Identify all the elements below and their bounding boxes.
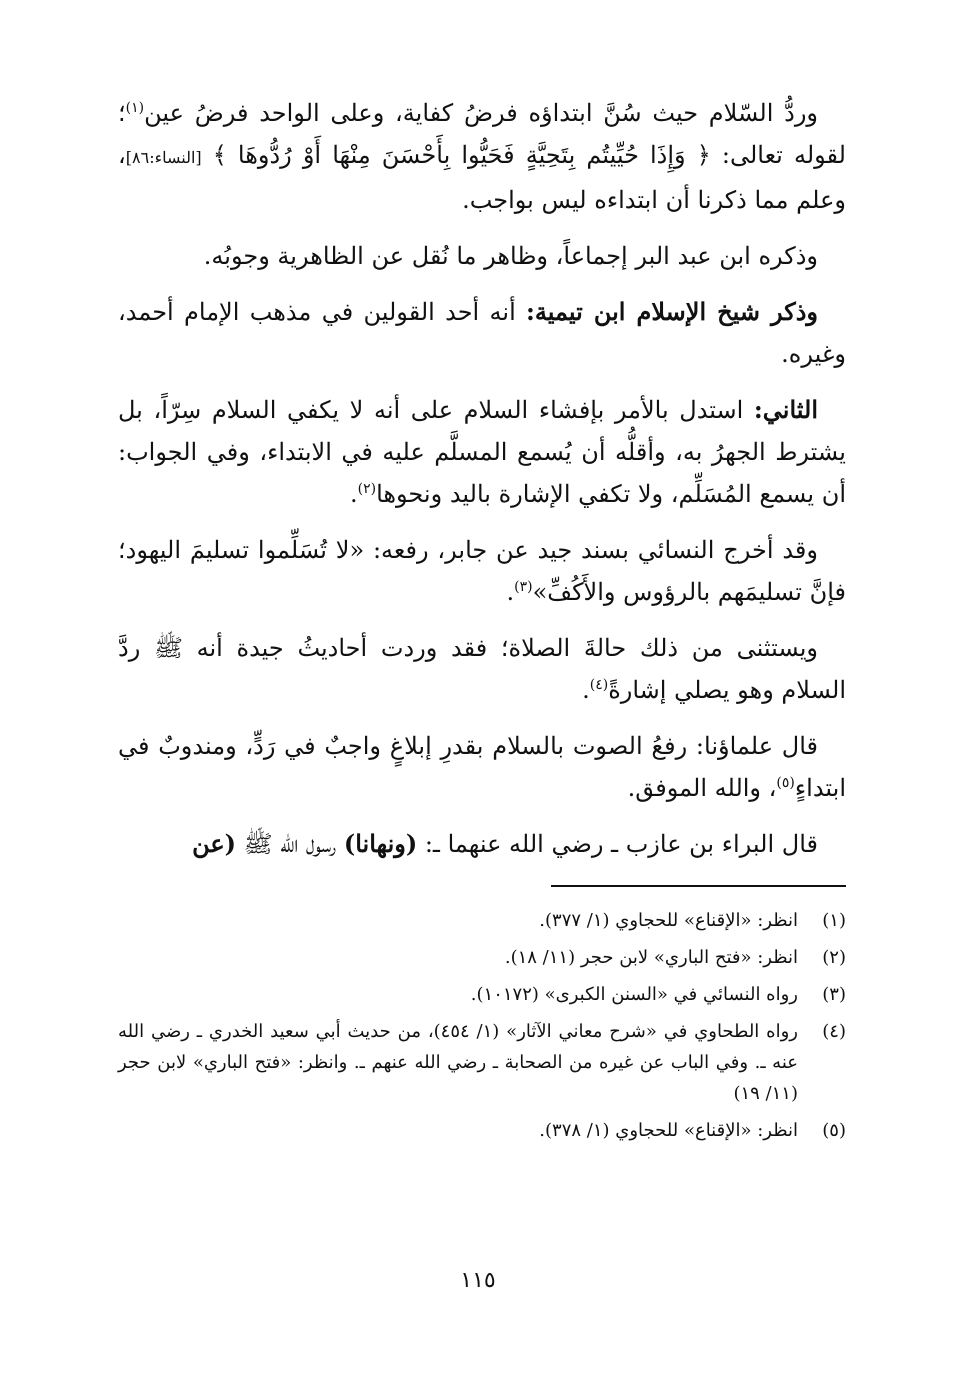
paragraph-1 [118,92,846,221]
footnote-4 [118,1016,846,1109]
footnote-number: (٤) [822,1021,846,1042]
text: . [506,578,515,606]
text: . [582,676,590,704]
footnote-ref-3: (٣) [514,579,533,595]
paragraph-5 [118,529,846,613]
paragraph-7 [118,725,846,809]
text: استدل بالأمر بإفشاء السلام على أنه لا يكفي السلام سِرّاً، بل يشترط الجهرُ به، وأقلُّه أن يُسمع المسلَّم عليه في الابتداء، وفي الجواب: أن يسمع المُسَلِّم، ولا تكفي الإشارة باليد ونحوها [118,396,846,508]
footnotes [118,905,846,1146]
bold-phrase: (عن [192,829,237,858]
footnote-1 [118,905,846,936]
text: وذكره ابن عبد البر إجماعاً، وظاهر ما نُقل عن الظاهرية وجوبُه. [203,242,818,270]
quran-reference: [النساء:٨٦] [125,148,202,167]
main-text [118,92,846,865]
bold-lead: وذكر شيخ الإسلام ابن تيمية: [526,297,818,326]
footnote-number: (٢) [822,947,846,968]
page-number: ١١٥ [460,1268,496,1293]
text: ؛ لقوله تعالى: ﴿ وَإِذَا حُيِّيتُم بِتَحِيَّةٍ فَحَيُّوا بِأَحْسَنَ مِنْهَا أَوْ رُدُّوهَا ﴾ [118,99,846,169]
footnote-3 [118,979,846,1010]
footnote-ref-5: (٥) [776,775,795,791]
text: وردُّ السّلام حيث سُنَّ ابتداؤه فرضُ كفاية، وعلى الواحد فرضُ عين [144,99,818,127]
paragraph-4 [118,389,846,515]
footnote-number: (٣) [822,984,846,1005]
footnote-text: انظر: «فتح الباري» لابن حجر (١١/ ١٨). [504,947,798,968]
text: أنه أحد القولين في مذهب الإمام أحمد، وغيره. [118,298,846,368]
footnote-text: انظر: «الإقناع» للحجاوي (١/ ٣٧٧). [539,910,798,931]
footnote-text: رواه النسائي في «السنن الكبرى» (١٠١٧٢). [470,984,798,1005]
text: ويستثنى من ذلك حالةَ الصلاة؛ فقد وردت أحاديثُ جيدة أنه ﷺ ردَّ السلام وهو يصلي إشارةً [118,634,846,704]
footnote-2 [118,942,846,973]
paragraph-6 [118,627,846,711]
text: وقد أخرج النسائي بسند جيد عن جابر، رفعه: «لا تُسَلِّموا تسليمَ اليهود؛ فإنَّ تسليمَهم بالرؤوس والأَكُفِّ» [118,536,846,606]
text: ، والله الموفق. [627,774,777,802]
footnote-ref-2: (٢) [357,481,377,497]
footnote-5 [118,1115,846,1146]
text: قال البراء بن عازب ـ رضي الله عنهما ـ: [417,830,818,858]
footnote-separator [551,885,846,887]
text: . [349,480,358,508]
text: قال علماؤنا: رفعُ الصوت بالسلام بقدرِ إبلاغٍ واجبٌ في رَدٍّ، ومندوبٌ في ابتداءٍ [118,732,846,802]
paragraph-3 [118,291,846,375]
footnote-number: (١) [822,910,846,931]
paragraph-2 [118,235,846,277]
paragraph-8 [118,823,846,865]
text: رسول الله ﷺ [236,830,344,858]
footnote-number: (٥) [822,1120,846,1141]
footnote-text: رواه الطحاوي في «شرح معاني الآثار» (١/ ٤٥٤)، من حديث أبي سعيد الخدري ـ رضي الله عنه ـ. وفي الباب عن غيره من الصحابة ـ رضي الله عنهم ـ. وانظر: «فتح الباري» لابن حجر (١١/ ١٩) [118,1021,798,1104]
footnote-ref-1: (١) [125,100,145,116]
bold-lead: الثاني: [753,395,818,424]
bold-phrase: (ونهانا) [343,829,418,858]
footnote-ref-4: (٤) [589,677,609,693]
text: ، وعلم مما ذكرنا أن ابتداءه ليس بواجب. [118,141,846,214]
footnote-text: انظر: «الإقناع» للحجاوي (١/ ٣٧٨). [539,1120,798,1141]
page-body [118,92,846,1152]
